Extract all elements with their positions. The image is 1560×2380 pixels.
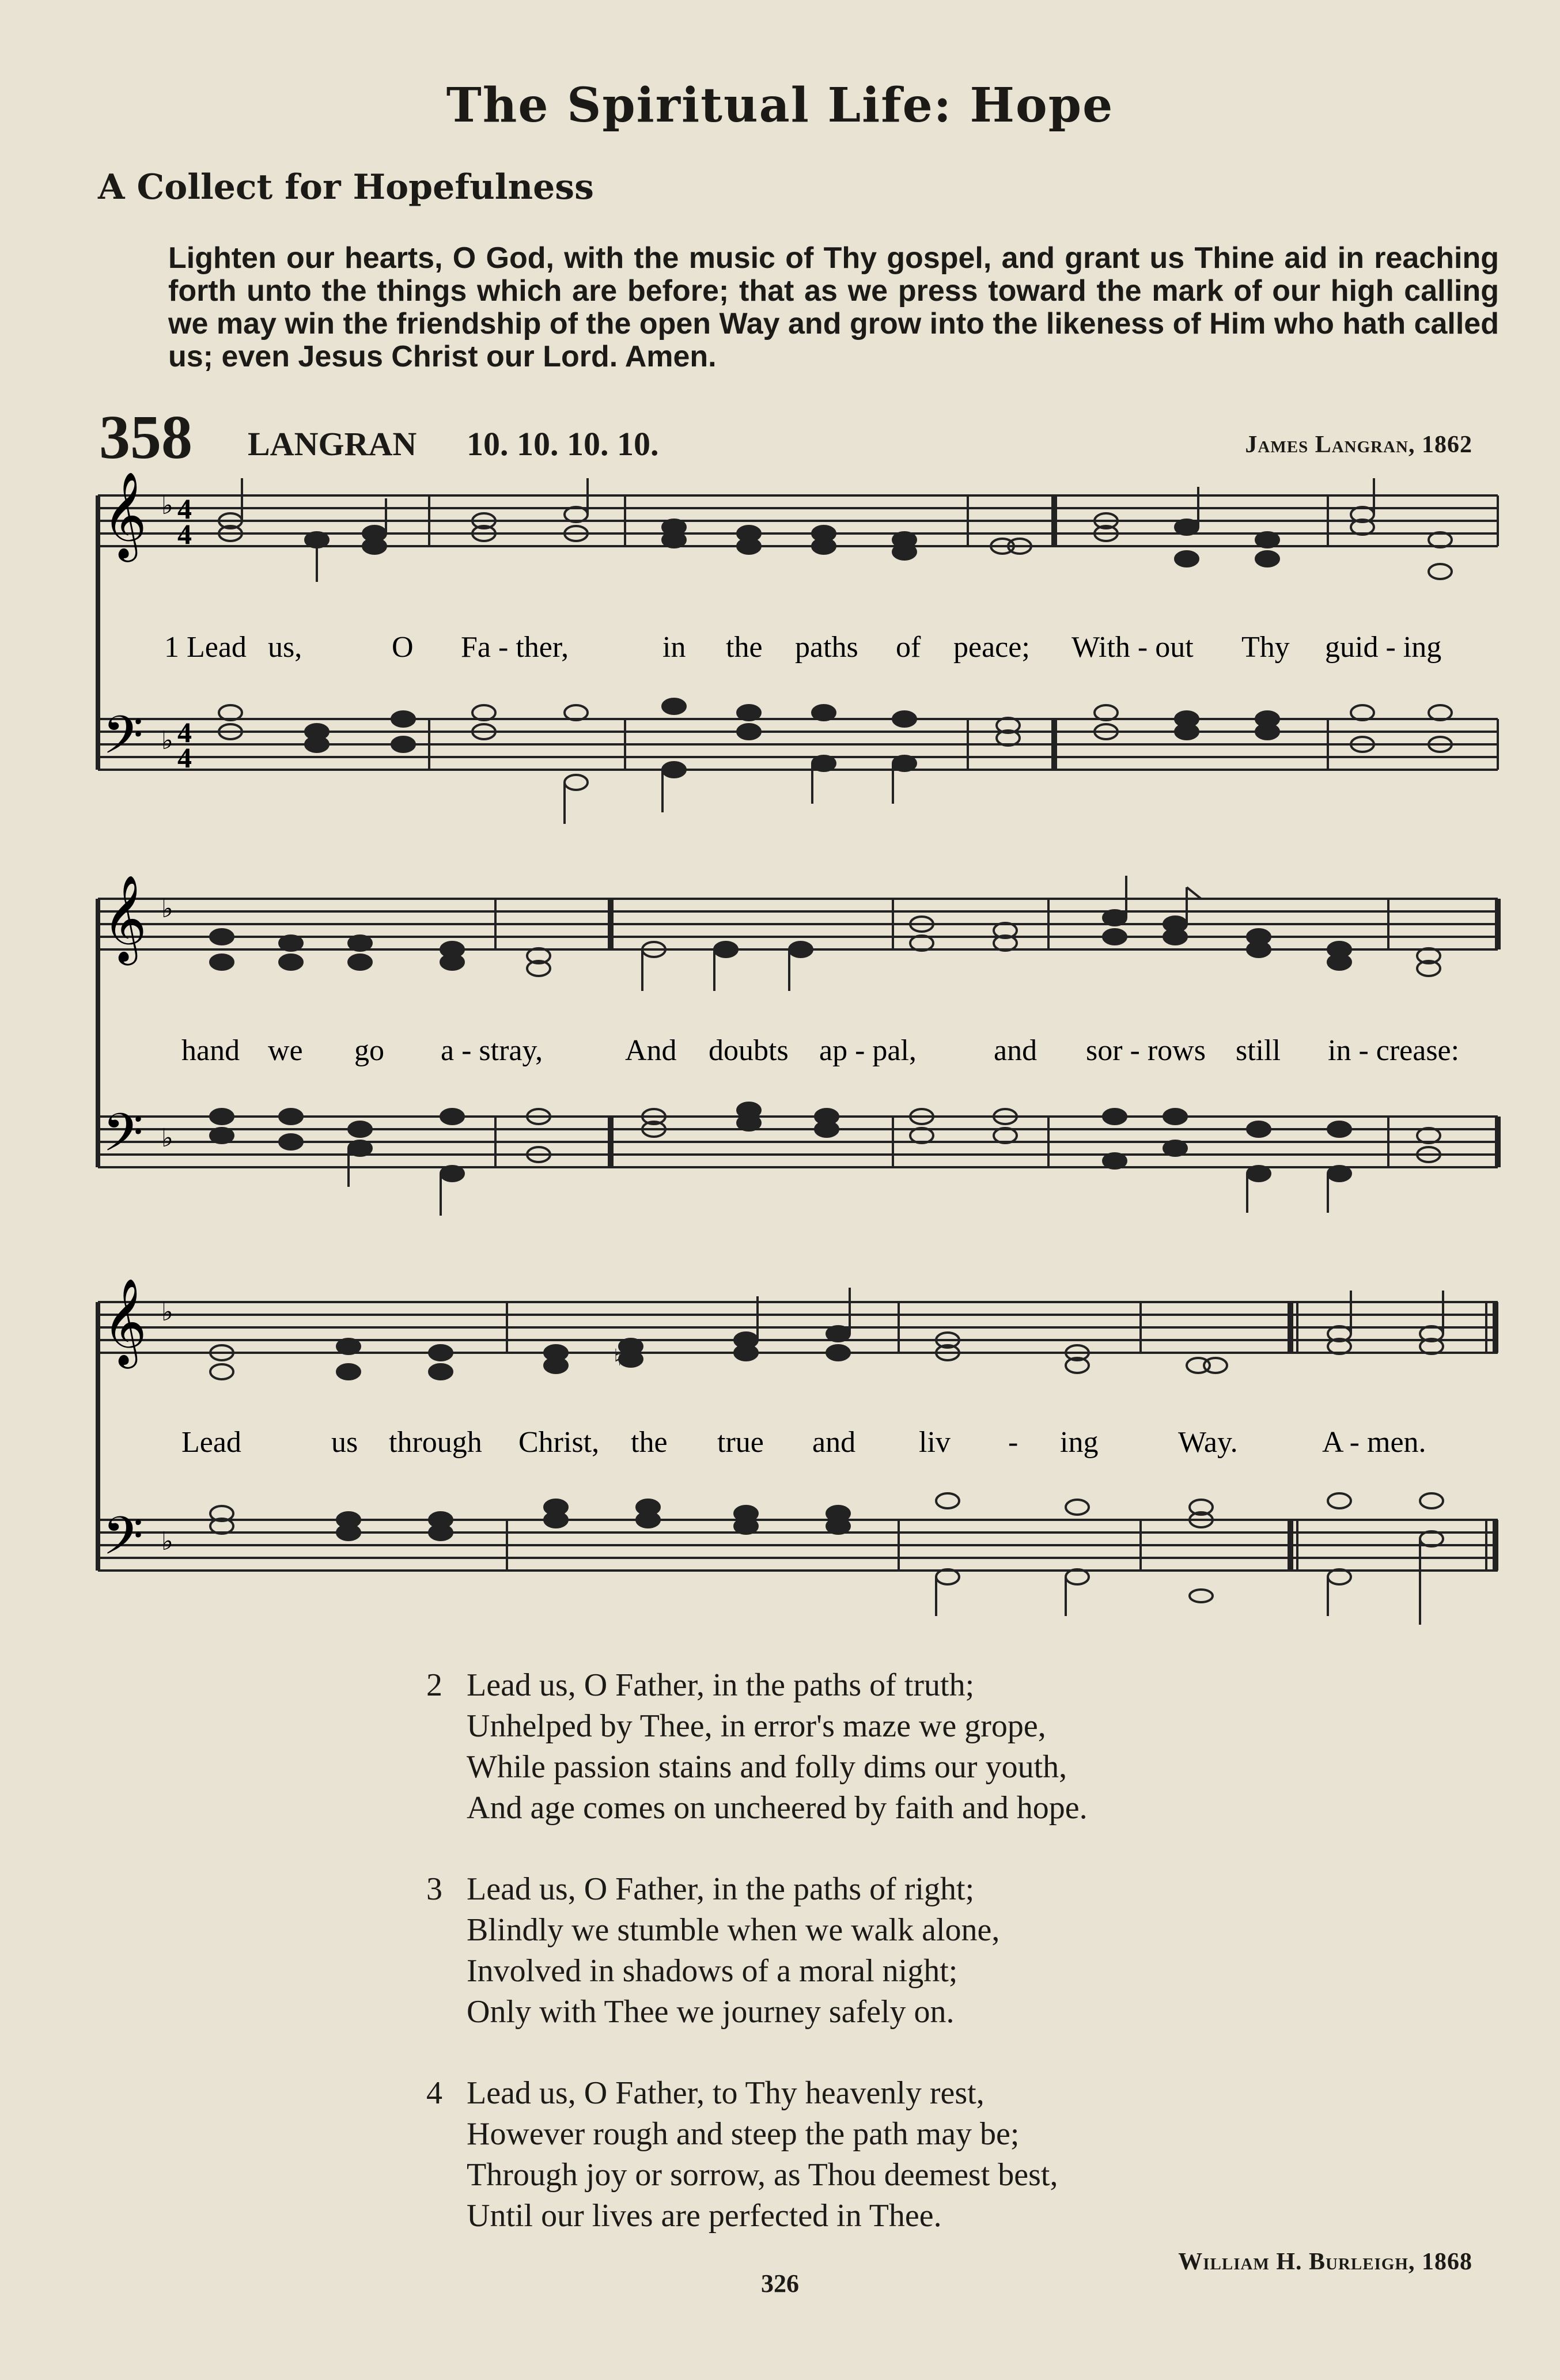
svg-text:𝄢: 𝄢 [103,1505,143,1579]
stanza-3 [426,1869,1521,2033]
svg-text:♭: ♭ [161,491,173,520]
svg-text:4: 4 [177,493,192,525]
svg-text:♭: ♭ [161,1298,173,1326]
stanza-line: Lead us, O Father, to Thy heavenly rest, [467,2075,985,2111]
music-system-1 [92,471,1504,835]
stanza-line: And age comes on uncheered by faith and hope. [467,1790,1088,1826]
stanza-line: Unhelped by Thee, in error's maze we grope, [467,1708,1046,1744]
svg-text:4: 4 [177,716,192,748]
svg-text:♭: ♭ [161,1124,173,1152]
stanza-line: Until our lives are perfected in Thee. [467,2198,942,2234]
svg-text:♭: ♭ [161,727,173,755]
hymn-number: 358 [99,403,192,472]
author-credit: William H. Burleigh, 1868 [1178,2249,1472,2275]
svg-text:𝄢: 𝄢 [103,1102,143,1176]
lyric-system-3: Lead us through Christ, the true and liv - ing Way. A - men. [181,1426,1426,1459]
stanzas [426,1665,1521,2277]
svg-text:4: 4 [177,741,192,774]
meter: 10. 10. 10. 10. [467,425,659,463]
page-number: 326 [761,2269,799,2298]
svg-text:♭: ♭ [161,1527,173,1556]
svg-text:𝄞: 𝄞 [103,1277,147,1365]
stanza-line: While passion stains and folly dims our youth, [467,1749,1067,1785]
stanza-line: Through joy or sorrow, as Thou deemest best, [467,2157,1058,2193]
stanza-line: Involved in shadows of a moral night; [467,1953,958,1989]
stanza-4 [426,2073,1521,2237]
stanza-line: Lead us, O Father, in the paths of truth; [467,1667,975,1703]
stanza-line: Only with Thee we journey safely on. [467,1994,955,2030]
svg-text:𝄢: 𝄢 [103,705,143,778]
stanza-number: 3 [426,1871,442,1907]
svg-text:𝄞: 𝄞 [103,874,147,962]
music-system-2 [92,874,1504,1239]
stanza-number: 2 [426,1667,442,1703]
composer-credit: James Langran, 1862 [1245,432,1472,458]
svg-text:♭: ♭ [161,895,173,923]
stanza-line: However rough and steep the path may be; [467,2116,1020,2152]
section-title: The Spiritual Life: Hope [446,78,1114,133]
music-system-3 [92,1277,1504,1642]
stanza-number: 4 [426,2075,442,2111]
stanza-line: Blindly we stumble when we walk alone, [467,1912,1000,1948]
tune-name: LANGRAN [248,425,417,463]
stanza-2 [426,1665,1521,1829]
svg-text:♮: ♮ [614,1345,622,1371]
lyric-system-2: hand we go a - stray, And doubts ap - pal, and sor - rows still in - crease: [181,1034,1460,1067]
collect-title: A Collect for Hopefulness [98,167,594,207]
lyric-system-1: 1 Lead us, O Fa - ther, in the paths of peace; With - out Thy guid - ing [164,631,1442,664]
svg-text:𝄞: 𝄞 [103,471,147,558]
stanza-line: Lead us, O Father, in the paths of right; [467,1871,975,1907]
svg-text:4: 4 [177,518,192,550]
collect-text: Lighten our hearts, O God, with the music of Thy gospel, and grant us Thine aid in reaching forth unto the things which are before; that as we press toward the mark of our high calling we may win the friendship of the open Way and grow into the likeness of Him who hath called us; even Jesus Christ our Lord. Amen. [168,241,1499,373]
